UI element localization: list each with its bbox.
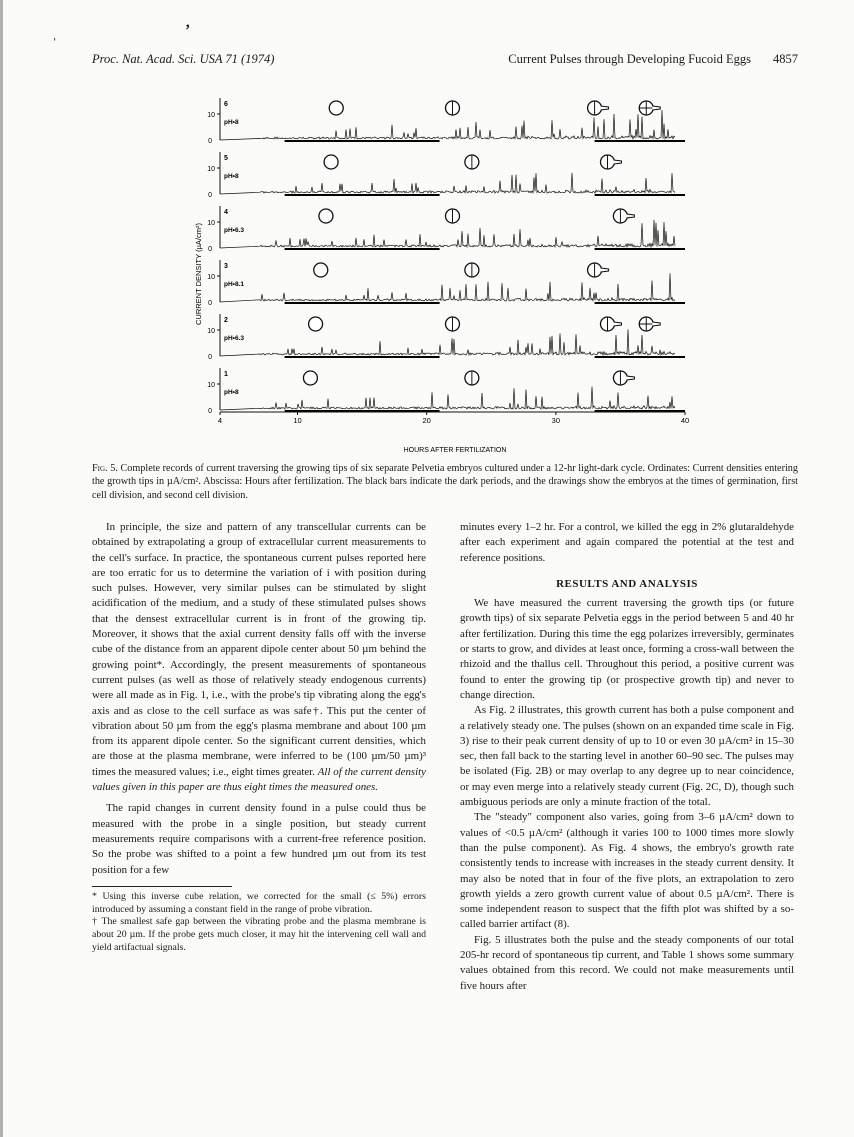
- panel-ph: pH•6.3: [224, 227, 244, 234]
- paragraph: As Fig. 2 illustrates, this growth current has both a pulse component and a relatively steady one. The pulses (shown on an expanded time scale in Fig. 3) rise to their peak current density of up to 10 or even 30 µA/cm² in 15–30 sec, then fall back to the starting level in another 60–90 sec. The pulses may be isolated (Fig. 2B) or may overlap to any degree up to near coincidence, or may even merge into a relatively steady current (Fig. 2C, D), though such ambiguous periods are only a minute fraction of the total.: [460, 704, 794, 809]
- embryo-drawing: [329, 101, 343, 115]
- paragraph: minutes every 1–2 hr. For a control, we killed the egg in 2% glutaraldehyde after each experiment and again compared the potential at the test and reference positions.: [460, 521, 794, 564]
- section-heading: RESULTS AND ANALYSIS: [556, 577, 698, 590]
- current-trace: [220, 173, 675, 194]
- x-tick-label: 20: [422, 416, 431, 425]
- y-tick-label: 0: [208, 354, 212, 361]
- panel-ph: pH•8: [224, 389, 239, 396]
- paragraph: The rapid changes in current density found in a pulse could thus be measured with the probe in a single position, but steady current measurements require comparisons with a current-free reference position. So the probe was shifted to a point a few hundred µm out from its test position for a few: [92, 802, 426, 876]
- paragraph-italic: All of the current density values given in this paper are thus eight times the measured ones.: [92, 765, 427, 794]
- x-axis-label: HOURS AFTER FERTILIZATION: [403, 447, 507, 454]
- rhizoid: [626, 214, 634, 218]
- rhizoid: [626, 376, 634, 380]
- y-tick-label: 10: [207, 274, 215, 281]
- current-trace: [220, 273, 675, 302]
- y-tick-label: 10: [207, 382, 215, 389]
- y-tick-label: 0: [208, 192, 212, 199]
- figure-5-plot: [190, 88, 702, 460]
- panel-3: [207, 260, 685, 307]
- panel-4: [207, 206, 685, 253]
- x-tick-label: 40: [680, 416, 690, 425]
- current-trace: [220, 329, 675, 356]
- panel-group: [207, 98, 685, 415]
- caption-label: Fig. 5.: [92, 463, 118, 474]
- panel-number: 2: [224, 317, 228, 324]
- rhizoid: [652, 322, 660, 326]
- current-trace: [220, 110, 675, 140]
- current-trace: [220, 387, 675, 411]
- paragraph: The "steady" component also varies, going from 3–6 µA/cm² down to values of <0.5 µA/cm² (although it varies 100 to 1000 times more slowly than the pulse component). As Fig. 4 shows, the embryo's growth rate consistently tends to increase with increases in the steady current density. It may also be noted that in four of the five plots, an extrapolation to zero growth yields a zero growth current value of about 0.5 µA/cm². There is some independent reason to suspect that the fifth plot was shifted by a so-called barrier artifact (8).: [460, 811, 794, 931]
- scan-margin: [0, 0, 3, 1137]
- y-axis-label: CURRENT DENSITY (µA/cm²): [194, 223, 203, 325]
- embryo-drawing: [309, 317, 323, 331]
- embryo-drawing: [319, 209, 333, 223]
- y-tick-label: 10: [207, 328, 215, 335]
- rhizoid: [601, 106, 609, 110]
- x-axis: [218, 412, 689, 425]
- page-header: [92, 52, 798, 72]
- panel-ph: pH•8: [224, 173, 239, 180]
- current-trace: [220, 220, 675, 248]
- x-tick-label: 30: [551, 416, 561, 425]
- page-number: 4857: [773, 52, 798, 66]
- rhizoid: [652, 106, 660, 110]
- x-tick-label: 10: [293, 416, 302, 425]
- running-title: Current Pulses through Developing Fucoid Eggs: [508, 52, 751, 66]
- figure-caption: [92, 462, 798, 502]
- scan-mark: ˌ: [52, 24, 58, 41]
- panel-number: 4: [224, 209, 228, 216]
- footnotes: [92, 891, 426, 955]
- y-tick-label: 10: [207, 220, 215, 227]
- panel-number: 5: [224, 155, 228, 162]
- panel-5: [207, 152, 685, 199]
- scan-mark: ʼ: [185, 22, 191, 39]
- embryo-drawing: [303, 371, 317, 385]
- y-tick-label: 0: [208, 300, 212, 307]
- x-tick-label: 4: [217, 416, 223, 425]
- panel-ph: pH•8.1: [224, 281, 244, 288]
- running-head: [508, 52, 798, 67]
- panel-ph: pH•6.3: [224, 335, 244, 342]
- panel-ph: pH•8: [224, 119, 239, 126]
- embryo-drawing: [324, 155, 338, 169]
- left-column: [92, 520, 426, 954]
- embryo-drawing: [314, 263, 328, 277]
- panel-2: [207, 314, 685, 361]
- figure-5: [190, 88, 702, 460]
- footnote-divider: [92, 886, 232, 887]
- y-tick-label: 0: [208, 408, 212, 415]
- y-tick-label: 10: [207, 112, 215, 119]
- panel-number: 1: [224, 371, 228, 378]
- footnote: * Using this inverse cube relation, we corrected for the small (≤ 5%) errors introduced by assuming a constant field in the range of probe vibration.: [92, 890, 426, 915]
- journal-citation: Proc. Nat. Acad. Sci. USA 71 (1974): [92, 52, 275, 66]
- y-tick-label: 0: [208, 138, 212, 145]
- paragraph: Fig. 5 illustrates both the pulse and the steady components of our total 205-hr record of spontaneous tip current, and Table 1 shows some summary values obtained from this record. We could not make measurements until five hours after: [460, 933, 794, 992]
- paragraph: [92, 520, 426, 795]
- paragraph-text: In principle, the size and pattern of any transcellular currents can be obtained by extrapolating a group of extracellular current measurements to the cell's surface. In practice, the spontaneous current pulses reported here are too erratic for us to determine the variation of i with position during such pulses. However, very similar pulses can be stimulated by slight acidification of the medium, and a study of these stimulated pulses shows that the densest extracellular current is in front of the growing tip. Moreover, it shows that the axial current density falls off with the inverse cube of the distance from an apparent dipole center about 50 µm behind the growing point*. Accordingly, the present measurements of spontaneous current pulses (as well as those of relatively steady endogenous currents) were all made as in Fig. 1, i.e., with the probe's tip vibrating along the egg's axis and as close to the cell surface as was safe†. This put the center of vibration about 50 µm from the egg's plasma membrane and about 100 µm from its apparent dipole center. So the significant current densities, which are those at the plasma membrane, were inferred to be (100 µm/50 µm)³ times the measured values; i.e., eight times greater.: [92, 521, 426, 778]
- panel-1: [207, 368, 685, 415]
- y-tick-label: 0: [208, 246, 212, 253]
- panel-6: [207, 98, 685, 145]
- rhizoid: [601, 268, 609, 272]
- panel-number: 6: [224, 101, 228, 108]
- rhizoid: [614, 160, 622, 164]
- panel-number: 3: [224, 263, 228, 270]
- caption-text: Complete records of current traversing the growing tips of six separate Pelvetia embryos cultured under a 12-hr light-dark cycle. Ordinates: Current densities entering the growth tips in µA/cm². Abscissa: Hours after fertilization. The black bars indicate the dark periods, and the drawings show the embryos at the times of germination, first cell division, and second cell division.: [92, 463, 798, 501]
- y-tick-label: 10: [207, 166, 215, 173]
- paragraph: We have measured the current traversing the growth tips (or future growth tips) of six separate Pelvetia eggs in the period between 5 and 40 hr after fertilization. During this time the egg polarizes irreversibly, germinates or starts to grow, and divides at least once, forming a cross-wall between the rhizoid and the thallus cell. Throughout this period, a positive current was found to enter the growing tip (or prospective growth tip) and never to change direction.: [460, 597, 794, 701]
- right-column: [460, 520, 794, 994]
- rhizoid: [614, 322, 622, 326]
- footnote: † The smallest safe gap between the vibrating probe and the plasma membrane is about 20 µm. If the probe gets much closer, it may hit the intervening cell wall and yield artifactual signals.: [92, 916, 426, 953]
